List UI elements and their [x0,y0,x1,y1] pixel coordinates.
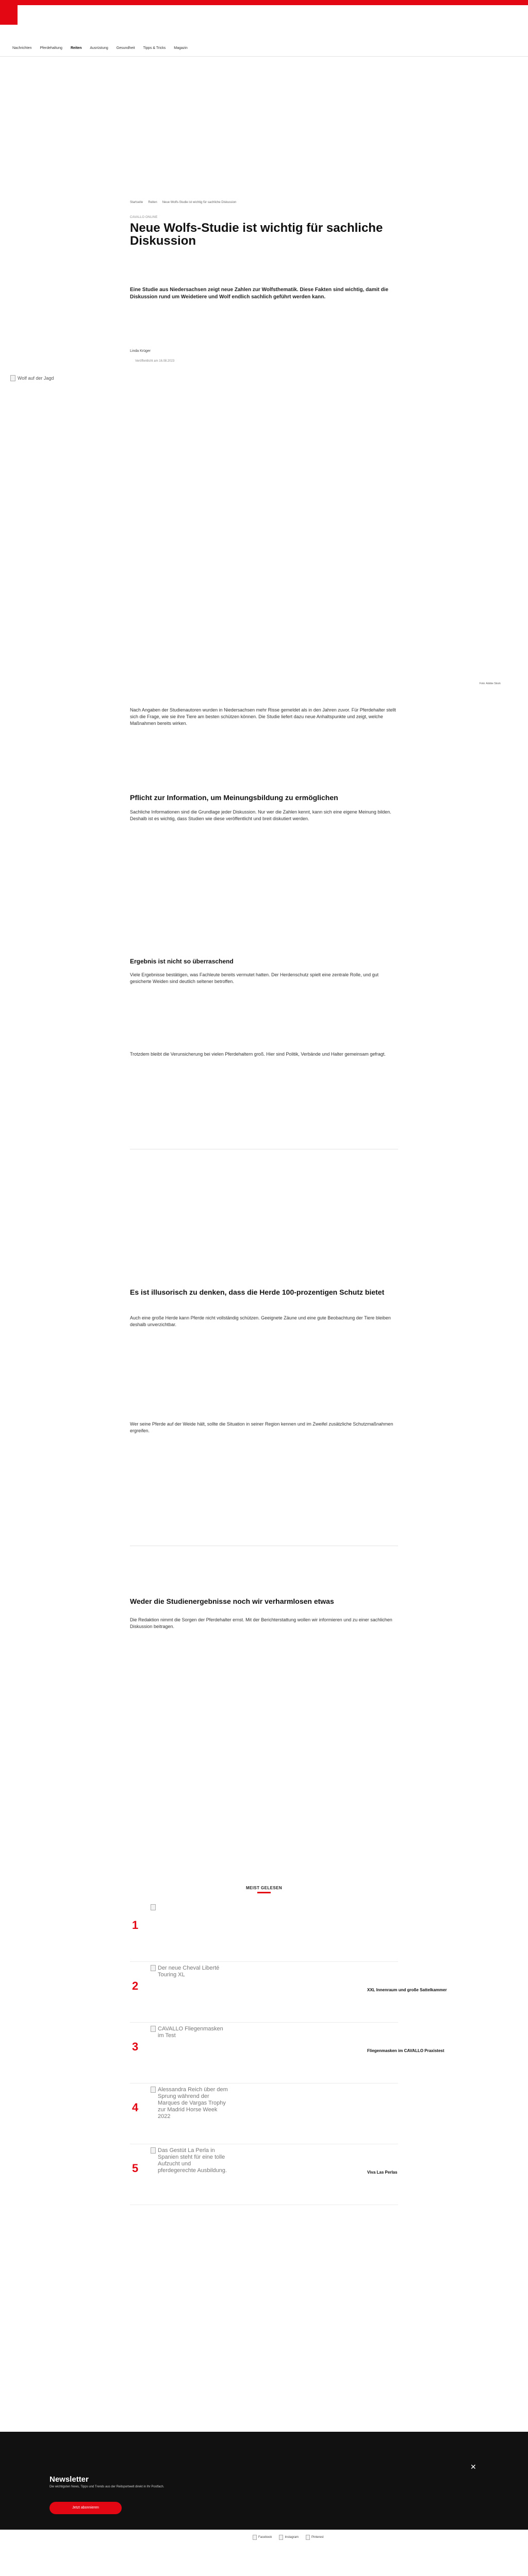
social-links [253,2535,324,2540]
teaser-image-alt: Alessandra Reich über dem Sprung während der Marques de Vargas Trophy zur Madrid Horse Week 2022 [158,2087,228,2120]
most-read-header [130,1886,398,1893]
facebook-icon [253,2535,257,2540]
breadcrumb-item: Neue Wolfs-Studie ist wichtig für sachliche Diskussion [162,201,237,204]
newsletter-title: Newsletter [50,2475,89,2484]
most-read-item[interactable] [130,2083,398,2144]
section-subheading: Ergebnis ist nicht so überraschend [130,958,234,965]
article-paragraph: Trotzdem bleibt die Verunsicherung bei vielen Pferdehaltern groß. Hier sind Politik, Verbände und Halter gemeinsam gefragt. [130,1052,386,1057]
broken-image-icon [151,2147,156,2154]
broken-image-icon [151,1904,156,1910]
section-heading: Weder die Studienergebnisse noch wir verharmlosen etwas [130,1597,334,1605]
teaser-title[interactable]: XXL Innenraum und große Sattelkammer [367,1988,447,1992]
main-nav [0,40,528,57]
hero-image-alt: Wolf auf der Jagd [18,376,54,381]
top-accent-bar [0,0,528,5]
teaser-image[interactable] [151,1904,228,1910]
rank-number: 5 [132,2162,139,2175]
teaser-image[interactable] [151,1965,228,1978]
social-label: Facebook [258,2536,272,2539]
social-label: Instagram [285,2536,299,2539]
section-heading: Es ist illusorisch zu denken, dass die Herde 100-prozentigen Schutz bietet [130,1288,385,1296]
instagram-icon [279,2535,283,2540]
social-link[interactable] [279,2535,299,2540]
site-logo[interactable] [0,5,18,25]
most-read-title: MEIST GELESEN [245,1886,283,1890]
newsletter-banner [0,2432,528,2530]
nav-item[interactable]: Ausrüstung [90,46,108,50]
article-paragraph: Die Redaktion nimmt die Sorgen der Pferdehalter ernst. Mit der Berichterstattung wollen wir informieren und zu einer sachlichen Diskussion beitragen. [130,1617,392,1629]
teaser-image[interactable] [151,2026,228,2039]
nav-item[interactable]: Gesundheit [116,46,135,50]
teaser-image[interactable] [151,2147,228,2174]
broken-image-icon [10,375,15,381]
pinterest-icon [306,2535,310,2540]
breadcrumb [130,201,236,204]
newsletter-subscribe-button[interactable]: Jetzt abonnieren [50,2502,122,2514]
nav-item[interactable]: Pferdehaltung [40,46,62,50]
most-read-item[interactable] [130,2144,398,2205]
close-icon[interactable]: ✕ [470,2463,476,2471]
section-heading: Pflicht zur Information, um Meinungsbildung zu ermöglichen [130,793,338,802]
social-label: Pinterest [311,2536,324,2539]
nav-item[interactable]: Tipps & Tricks [143,46,166,50]
newsletter-subtitle: Die wichtigsten News, Tipps und Trends aus der Reitsportwelt direkt in Ihr Postfach. [50,2485,164,2488]
teaser-image-alt: Der neue Cheval Liberté Touring XL [158,1965,220,1978]
article-title: Neue Wolfs-Studie ist wichtig für sachliche Diskussion [130,221,383,248]
rank-number: 1 [132,1919,139,1931]
rank-number: 4 [132,2101,139,2114]
most-read-underline [257,1892,271,1893]
teaser-image-alt: CAVALLO Fliegenmasken im Test [158,2026,223,2039]
nav-item[interactable]: Nachrichten [12,46,32,50]
broken-image-icon [151,2087,156,2093]
social-link[interactable] [253,2535,272,2540]
most-read-item[interactable] [130,2023,444,2083]
article-author[interactable]: Linda Krüger [130,349,151,353]
social-link[interactable] [306,2535,324,2540]
article-paragraph: Wer seine Pferde auf der Weide hält, sollte die Situation in seiner Region kennen und im Zweifel zusätzliche Schutzmaßnahmen ergreifen. [130,1421,393,1433]
article-paragraph: Viele Ergebnisse bestätigen, was Fachleute bereits vermutet hatten. Der Herdenschutz spielt eine zentrale Rolle, und gut gesicherte Weiden sind deutlich seltener betroffen. [130,972,379,984]
breadcrumb-item[interactable]: Startseite [130,201,143,204]
teaser-image[interactable] [151,2087,228,2120]
teaser-image-alt: Das Gestüt La Perla in Spanien steht für eine tolle Aufzucht und pferdegerechte Ausbildung. [158,2147,227,2174]
nav-item-active[interactable]: Reiten [70,46,82,50]
most-read-item[interactable] [130,1962,447,2023]
most-read-item[interactable] [130,1901,398,1962]
teaser-title[interactable]: Viva Las Perlas [367,2170,398,2175]
article-paragraph: Nach Angaben der Studienautoren wurden in Niedersachsen mehr Risse gemeldet als in den Jahren zuvor. Für Pferdehalter stellt sich die Frage, wie sie ihre Tiere am besten schützen können. Die Studie liefert dazu neue Anhaltspunkte und zeigt, welche Maßnahmen bereits wirken. [130,707,396,726]
breadcrumb-item[interactable]: Reiten [148,201,157,204]
article-kicker: CAVALLO ONLINE [130,216,158,219]
article-lead: Eine Studie aus Niedersachsen zeigt neue Zahlen zur Wolfsthematik. Diese Fakten sind wichtig, damit die Diskussion rund um Weidetiere und Wolf endlich sachlich geführt werden kann. [130,287,389,300]
rank-number: 3 [132,2040,139,2053]
nav-item[interactable]: Magazin [174,46,188,50]
rank-number: 2 [132,1979,139,1992]
hero-image [10,374,72,382]
image-credit: Foto: Adobe Stock [480,682,501,685]
article-paragraph: Sachliche Informationen sind die Grundlage jeder Diskussion. Nur wer die Zahlen kennt, kann sich eine eigene Meinung bilden. Deshalb ist es wichtig, dass Studien wie diese veröffentlicht und breit diskutiert werden. [130,809,391,821]
broken-image-icon [151,2026,156,2032]
article-paragraph: Auch eine große Herde kann Pferde nicht vollständig schützen. Geeignete Zäune und eine gute Beobachtung der Tiere bleiben deshalb unverzichtbar. [130,1315,391,1327]
article-date: Veröffentlicht am 16.08.2023 [135,360,175,363]
broken-image-icon [151,1965,156,1971]
teaser-title[interactable]: Fliegenmasken im CAVALLO Praxistest [367,2048,444,2053]
